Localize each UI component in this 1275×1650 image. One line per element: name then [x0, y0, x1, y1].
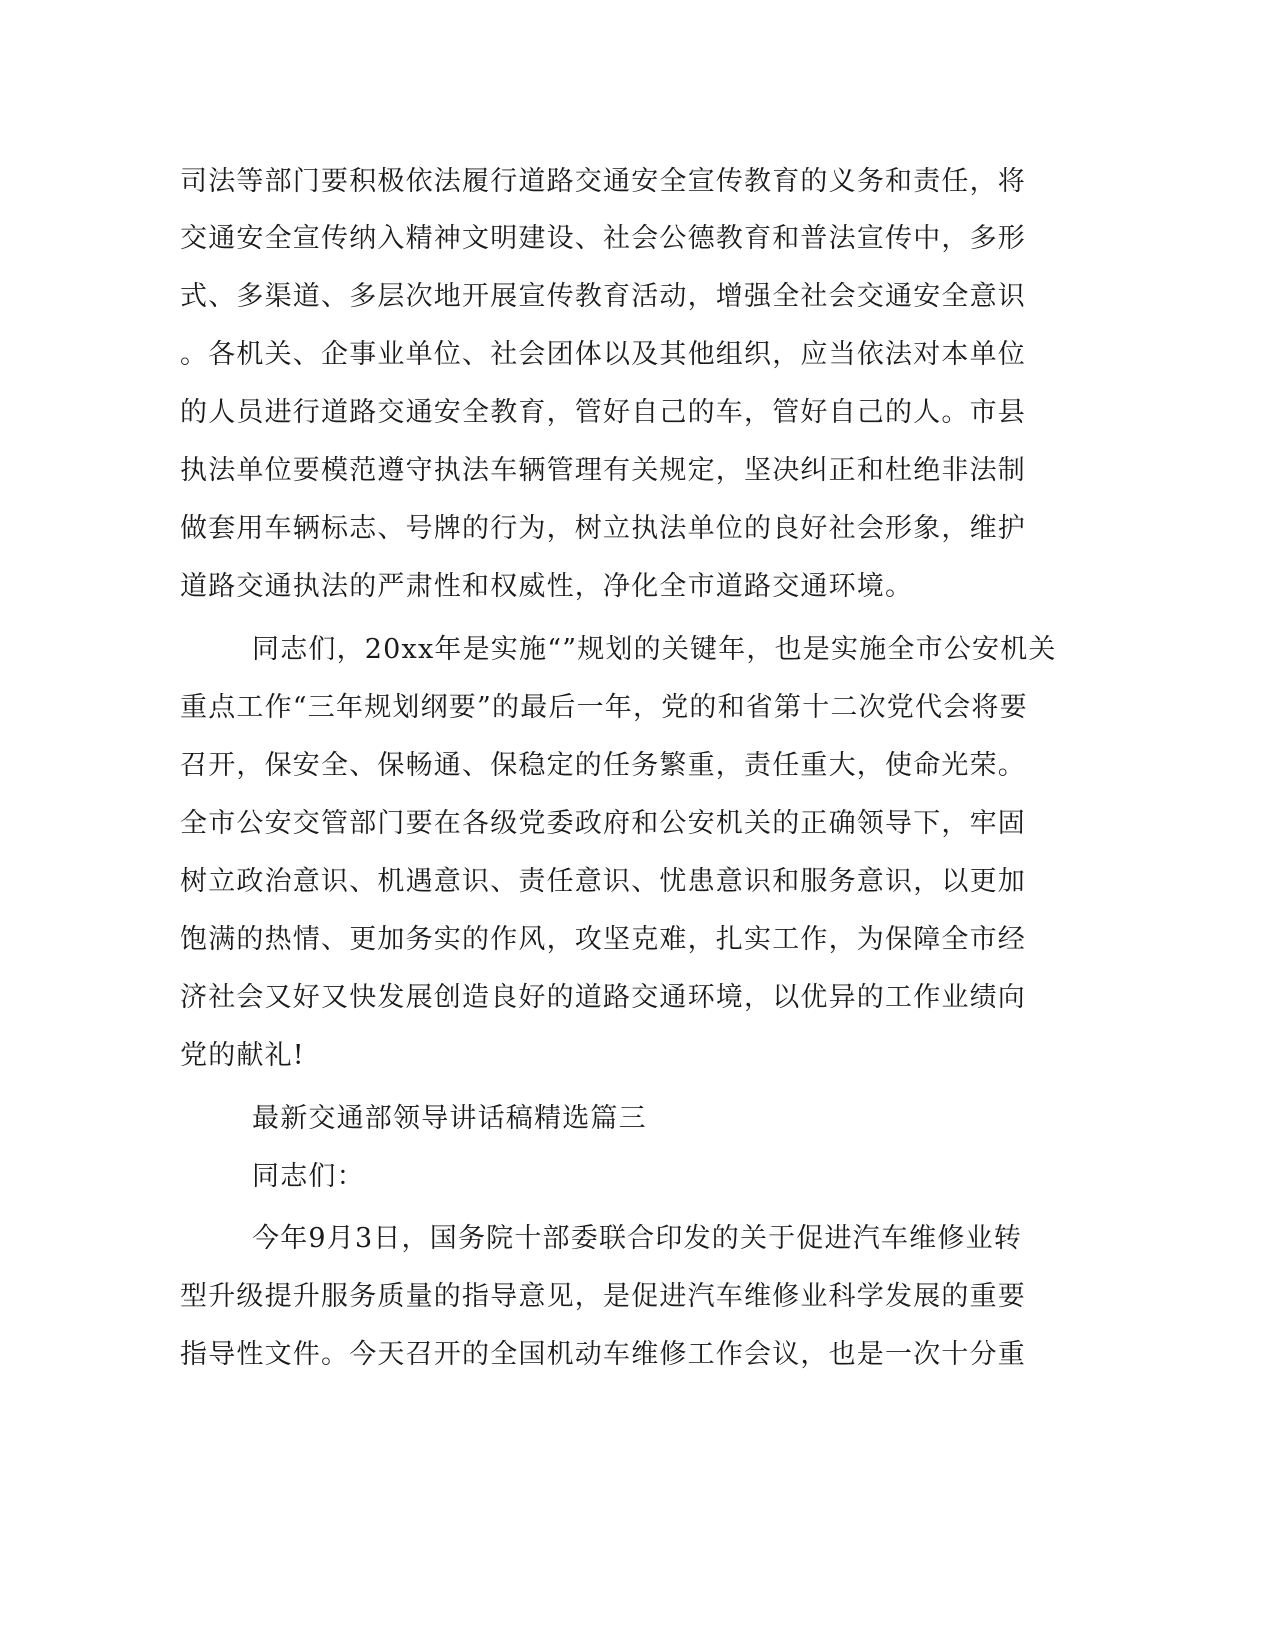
text-line: 道路交通执法的严肃性和权威性，净化全市道路交通环境。	[180, 571, 914, 602]
section-heading: 最新交通部领导讲话稿精选篇三	[252, 1103, 647, 1134]
salutation: 同志们：	[252, 1161, 365, 1192]
text-line: 党的献礼!	[180, 1040, 305, 1071]
paragraph-start-line: 今年9月3日，国务院十部委联合印发的关于促进汽车维修业转	[252, 1223, 1022, 1254]
text-line: 司法等部门要积极依法履行道路交通安全宣传教育的义务和责任，将	[180, 166, 1026, 197]
text-line: 做套用车辆标志、号牌的行为，树立执法单位的良好社会形象，维护	[180, 513, 1026, 544]
text-line: 树立政治意识、机遇意识、责任意识、忧患意识和服务意识，以更加	[180, 866, 1026, 897]
text-line: 召开，保安全、保畅通、保稳定的任务繁重，责任重大，使命光荣。	[180, 750, 1026, 781]
text-line: 重点工作“三年规划纲要”的最后一年，党的和省第十二次党代会将要	[180, 692, 1028, 723]
text-line: 式、多渠道、多层次地开展宣传教育活动，增强全社会交通安全意识	[180, 281, 1026, 312]
text-line: 济社会又好又快发展创造良好的道路交通环境，以优异的工作业绩向	[180, 982, 1026, 1013]
paragraph-start-line: 同志们，20xx年是实施“”规划的关键年，也是实施全市公安机关	[252, 634, 1057, 665]
text-line: 执法单位要模范遵守执法车辆管理有关规定，坚决纠正和杜绝非法制	[180, 455, 1026, 486]
text-line: 饱满的热情、更加务实的作风，攻坚克难，扎实工作，为保障全市经	[180, 924, 1026, 955]
text-line: 全市公安交管部门要在各级党委政府和公安机关的正确领导下，牢固	[180, 808, 1026, 839]
text-line: 的人员进行道路交通安全教育，管好自己的车，管好自己的人。市县	[180, 397, 1026, 428]
text-line: 交通安全宣传纳入精神文明建设、社会公德教育和普法宣传中，多形	[180, 223, 1026, 254]
text-line: 型升级提升服务质量的指导意见，是促进汽车维修业科学发展的重要	[180, 1281, 1026, 1312]
text-line: 。各机关、企事业单位、社会团体以及其他组织，应当依法对本单位	[180, 339, 1026, 370]
text-line: 指导性文件。今天召开的全国机动车维修工作会议，也是一次十分重	[180, 1339, 1026, 1370]
